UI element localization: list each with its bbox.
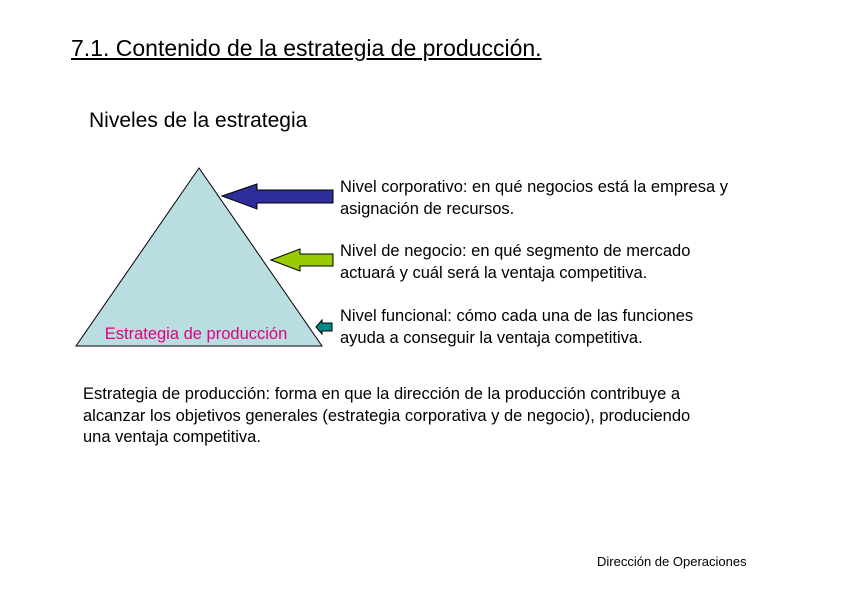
level-business-line2: actuará y cuál será la ventaja competitiva. [340, 264, 648, 282]
level-corporate-text [340, 176, 728, 220]
pyramid-label: Estrategia de producción [104, 325, 288, 343]
level-functional-line2: ayuda a conseguir la ventaja competitiva. [340, 329, 643, 347]
section-subtitle: Niveles de la estrategia [89, 109, 308, 132]
corporate-level-arrow [222, 184, 333, 209]
level-business-text [340, 240, 690, 284]
business-level-arrow [271, 249, 333, 271]
definition-line3: una ventaja competitiva. [83, 428, 261, 446]
level-corporate-line2: asignación de recursos. [340, 200, 515, 218]
level-functional-text [340, 305, 693, 349]
level-functional-line1: Nivel funcional: cómo cada una de las funciones [340, 307, 694, 325]
functional-level-arrow [316, 320, 332, 334]
definition-line1: Estrategia de producción: forma en que la dirección de la producción contribuye a [83, 385, 681, 403]
production-strategy-definition [83, 384, 773, 449]
level-corporate-line1: Nivel corporativo: en qué negocios está la empresa y [340, 178, 728, 196]
slide-title: 7.1. Contenido de la estrategia de producción. [71, 35, 542, 61]
level-business-line1: Nivel de negocio: en qué segmento de mercado [340, 242, 691, 260]
definition-line2: alcanzar los objetivos generales (estrategia corporativa y de negocio), produciendo [83, 406, 691, 425]
footer-course-name: Dirección de Operaciones [597, 554, 747, 569]
